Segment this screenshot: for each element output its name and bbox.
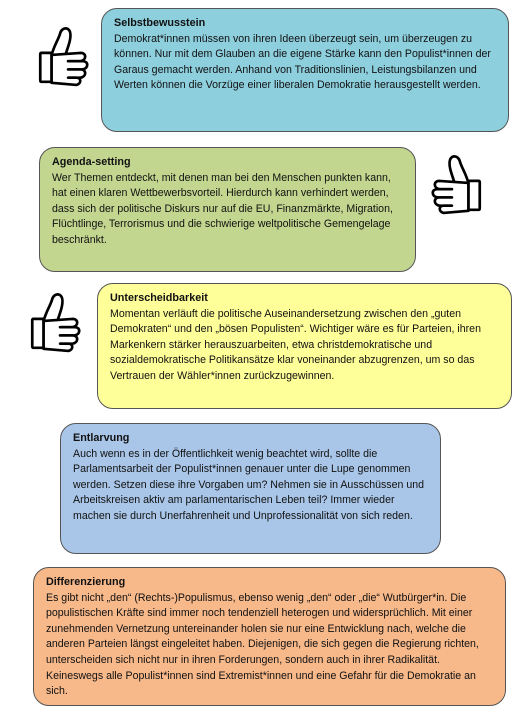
card-entlarvung xyxy=(60,423,441,554)
card-title: Selbstbewusstein xyxy=(114,17,206,29)
card-title: Entlarvung xyxy=(73,432,130,444)
card-title: Differenzierung xyxy=(46,576,126,588)
card-selbstbewusstsein xyxy=(101,8,509,132)
card-body: Demokrat*innen müssen von ihren Ideen überzeugt sein, um überzeugen zu können. Nur mit dem Glauben an die eigene Stärke kann den Populist*innen der Garaus gemacht werden. Anhand von Traditionslinien, Leistungsbilanzen und Werten können die Vorzüge einer liberalen Demokratie herausgestellt werden. xyxy=(114,32,491,92)
thumbs-up-icon xyxy=(36,24,92,88)
card-body: Es gibt nicht „den“ (Rechts-)Populismus, ebenso wenig „den“ oder „die“ Wutbürger*in. Die populistischen Kräfte sind immer noch tendenziell heterogen und widersprüchlich. Mit einer zunehmenden Vernetzung untereinander holen sie nur eine Entwicklung nach, welche die anderen Parteien längst eingeleitet haben. Diejenigen, die sich gegen die Regierung richten, unterscheiden sich nicht nur in ihren Forderungen, sondern auch in ihrer Radikalität. Keineswegs alle Populist*innen sind Extremist*innen und eine Gefahr für die Demokratie an sich. xyxy=(46,591,479,698)
card-title: Agenda-setting xyxy=(52,156,131,168)
thumbs-up-icon xyxy=(428,152,484,216)
card-body: Wer Themen entdeckt, mit denen man bei den Menschen punkten kann, hat einen klaren Wettbewerbsvorteil. Hierdurch kann verhindert werden, dass sich der politische Diskurs nur auf die EU, Finanzmärkte, Migration, Flüchtlinge, Terrorismus und die schwierige weltpolitische Gemengelage beschränkt. xyxy=(52,171,393,246)
card-agenda-setting xyxy=(39,147,416,272)
card-differenzierung xyxy=(33,567,506,706)
card-body: Momentan verläuft die politische Auseinandersetzung zwischen den „guten Demokraten“ und den „bösen Populisten“. Wichtiger wäre es für Parteien, ihren Markenkern stärker herauszuarbeiten, etwa christdemokratische und sozialdemokratische Politikansätze klar voneinander abzugrenzen, um so das Vertrauen der Wähler*innen zurückzugewinnen. xyxy=(110,307,481,382)
thumbs-up-icon xyxy=(28,290,84,354)
card-unterscheidbarkeit xyxy=(97,283,512,409)
card-title: Unterscheidbarkeit xyxy=(110,292,208,304)
card-body: Auch wenn es in der Öffentlichkeit wenig beachtet wird, sollte die Parlamentsarbeit der Populist*innen genauer unter die Lupe genommen werden. Setzen diese ihre Vorgaben um? Nehmen sie in Ausschüssen und Arbeitskreisen aktiv am parlamentarischen Leben teil? Immer wieder machen sie durch Unerfahrenheit und Unprofessionalität von sich reden. xyxy=(73,447,424,522)
